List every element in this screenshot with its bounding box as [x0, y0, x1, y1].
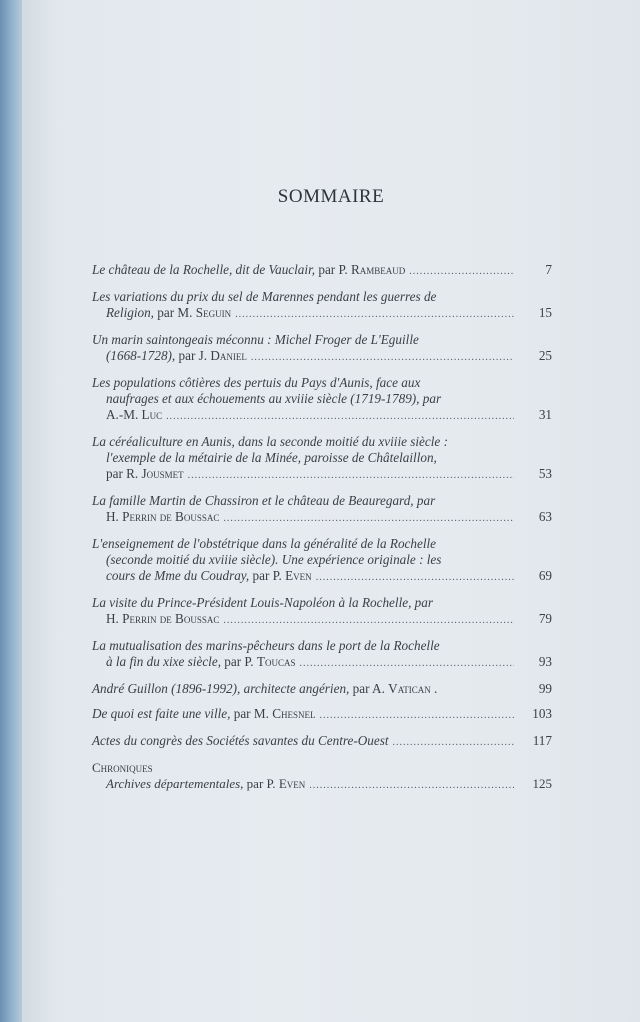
entry-by: par P. [318, 262, 348, 277]
toc-entry [92, 332, 552, 366]
leader-dots [251, 350, 514, 366]
table-of-contents [92, 262, 552, 803]
entry-by: par M. [157, 305, 193, 320]
entry-title: De quoi est faite une ville, [92, 706, 231, 721]
leader-dots [393, 735, 514, 751]
leader-dots [235, 307, 514, 323]
book-spine-edge [0, 0, 22, 1022]
entry-author: Even [285, 568, 312, 583]
leader-dots [309, 778, 514, 794]
page-title: SOMMAIRE [277, 186, 385, 207]
toc-entry [92, 434, 552, 484]
entry-author: Even [278, 776, 306, 791]
entry-page: 79 [538, 611, 552, 626]
entry-page: 63 [538, 509, 552, 524]
entry-author: Rambeaud [350, 262, 406, 277]
entry-page: 25 [538, 348, 552, 363]
entry-title-cont: l'exemple de la métairie de la Minée, paroisse de Châtelaillon, [106, 450, 437, 465]
leader-dots [223, 613, 514, 629]
entry-page: 69 [538, 568, 552, 583]
entry-title: La céréaliculture en Aunis, dans la seconde moitié du xviiie siècle : [92, 434, 448, 449]
entry-title-cont: (1668-1728), [106, 348, 176, 363]
entry-title: L'enseignement de l'obstétrique dans la généralité de la Rochelle [92, 536, 437, 551]
toc-entry [92, 536, 552, 586]
entry-title: La famille Martin de Chassiron et le château de Beauregard, par [92, 493, 436, 508]
entry-title-cont: (seconde moitié du xviiie siècle). Une expérience originale : les [106, 552, 442, 567]
entry-title: André Guillon (1896-1992), architecte angérien, [92, 681, 350, 696]
chroniques-section [92, 760, 552, 794]
document-page [22, 0, 640, 1022]
entry-by: par R. [106, 466, 139, 481]
leader-dots [188, 468, 514, 484]
toc-entry [92, 375, 552, 425]
entry-title: Les variations du prix du sel de Marennes pendant les guerres de [92, 289, 437, 304]
entry-by: par A. [352, 681, 385, 696]
entry-page: 103 [532, 706, 552, 721]
leader-dots [166, 409, 514, 425]
leader-dots [320, 708, 515, 724]
toc-entry [92, 638, 552, 672]
entry-title: La visite du Prince-Président Louis-Napoléon à la Rochelle, par [92, 595, 433, 610]
entry-by: H. [106, 509, 119, 524]
toc-entry [92, 262, 552, 280]
entry-by: par M. [233, 706, 269, 721]
leader-dots [223, 511, 514, 527]
entry-title-cont: Religion, [106, 305, 154, 320]
entry-author: Daniel [210, 348, 247, 363]
entry-title-cont: naufrages et aux échouements au xviiie siècle (1719-1789), par [106, 391, 442, 406]
leader-dots [316, 570, 514, 586]
entry-page: 7 [545, 262, 552, 277]
entry-page: 125 [532, 776, 552, 791]
entry-title-cont: à la fin du xixe siècle, [106, 654, 221, 669]
entry-page: 99 [538, 681, 552, 696]
entry-author: Perrin de Boussac [122, 611, 220, 626]
entry-title: Archives départementales, [106, 776, 244, 791]
entry-title: La mutualisation des marins-pêcheurs dans le port de la Rochelle [92, 638, 440, 653]
entry-by: par P. [252, 568, 282, 583]
entry-title: Les populations côtières des pertuis du Pays d'Aunis, face aux [92, 375, 421, 390]
toc-entry [92, 733, 552, 751]
entry-page: 117 [532, 733, 552, 748]
toc-entry [92, 595, 552, 629]
entry-author: Luc [141, 407, 163, 422]
leader-dots [299, 656, 514, 672]
entry-title: Actes du congrès des Sociétés savantes du Centre-Ouest [92, 733, 389, 748]
entry-author: Perrin de Boussac [122, 509, 220, 524]
entry-author: Seguin [195, 305, 232, 320]
entry-page: 93 [538, 654, 552, 669]
entry-by: H. [106, 611, 119, 626]
leader-dots [409, 264, 514, 280]
entry-by: par P. [224, 654, 254, 669]
toc-entry [92, 289, 552, 323]
toc-entry [92, 493, 552, 527]
entry-by: par P. [246, 776, 276, 791]
entry-title: Un marin saintongeais méconnu : Michel Froger de L'Eguille [92, 332, 419, 347]
entry-page: 53 [538, 466, 552, 481]
entry-author: Chesnel [272, 706, 316, 721]
toc-entry [92, 706, 552, 724]
chroniques-heading: Chroniques [92, 760, 153, 775]
entry-title-cont: cours de Mme du Coudray, [106, 568, 250, 583]
entry-title: Le château de la Rochelle, dit de Vauclair, [92, 262, 316, 277]
toc-entry: André Guillon (1896-1992), architecte angérien, par A. Vatican . 99 [92, 681, 552, 696]
entry-page: 31 [538, 407, 552, 422]
entry-author: Vatican [388, 681, 431, 696]
entry-author: Jousmet [141, 466, 184, 481]
entry-by: par J. [178, 348, 208, 363]
entry-author: Toucas [256, 654, 296, 669]
entry-by: A.-M. [106, 407, 139, 422]
entry-page: 15 [538, 305, 552, 320]
